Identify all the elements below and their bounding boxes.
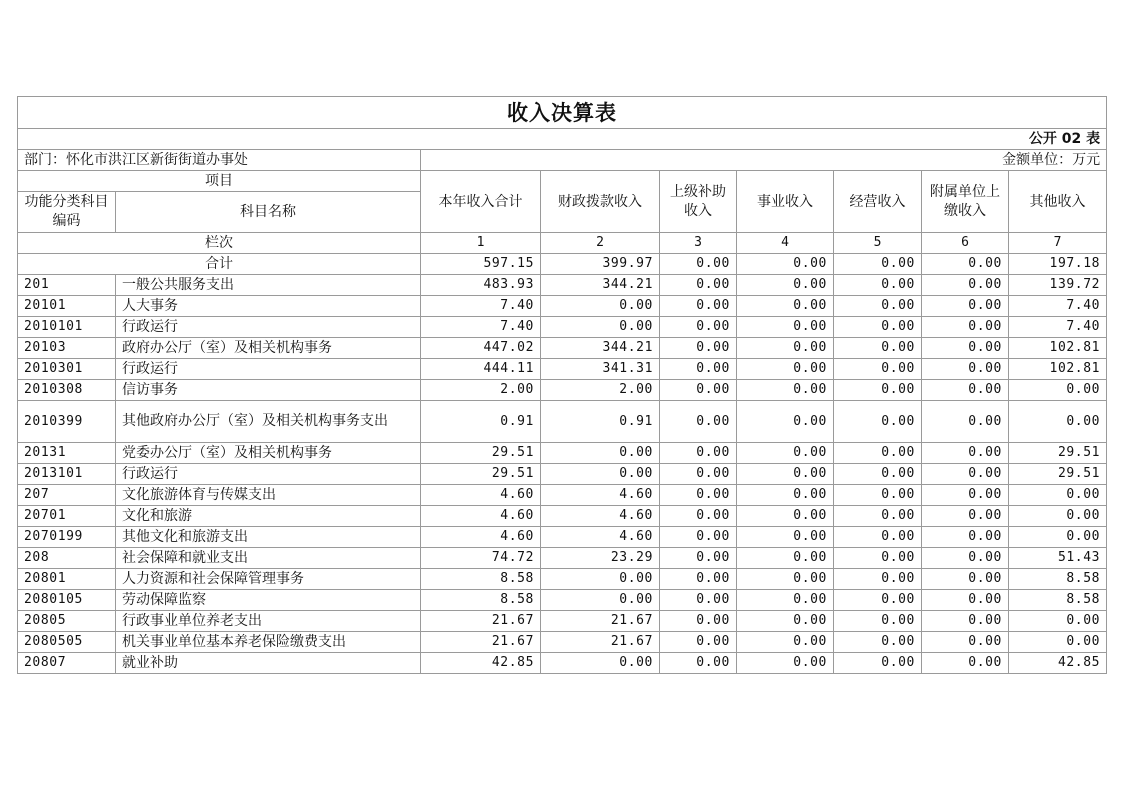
row-value: 7.40	[1009, 296, 1107, 317]
total-value: 0.00	[737, 254, 834, 275]
table-row	[18, 338, 1107, 359]
row-value: 139.72	[1009, 275, 1107, 296]
row-value: 74.72	[421, 548, 541, 569]
row-value: 4.60	[541, 485, 660, 506]
table-row	[18, 527, 1107, 548]
table-row	[18, 464, 1107, 485]
row-value: 21.67	[421, 632, 541, 653]
row-value: 0.00	[737, 401, 834, 443]
column-number: 3	[660, 233, 737, 254]
row-code: 20701	[18, 506, 116, 527]
total-value: 0.00	[922, 254, 1009, 275]
row-code: 2010399	[18, 401, 116, 443]
row-name: 其他文化和旅游支出	[116, 527, 421, 548]
row-value: 0.00	[660, 275, 737, 296]
row-name: 行政运行	[116, 464, 421, 485]
column-number-row	[18, 233, 1107, 254]
row-value: 0.00	[660, 338, 737, 359]
row-code: 2080105	[18, 590, 116, 611]
row-value: 0.00	[660, 485, 737, 506]
row-value: 0.00	[737, 527, 834, 548]
row-value: 0.00	[660, 527, 737, 548]
row-value: 0.00	[922, 548, 1009, 569]
table-row	[18, 275, 1107, 296]
total-row	[18, 254, 1107, 275]
table-row	[18, 569, 1107, 590]
row-value: 0.00	[541, 590, 660, 611]
row-value: 0.00	[660, 590, 737, 611]
row-value: 0.00	[1009, 611, 1107, 632]
row-value: 0.00	[834, 464, 922, 485]
row-value: 0.00	[922, 590, 1009, 611]
row-value: 4.60	[541, 506, 660, 527]
row-code: 208	[18, 548, 116, 569]
row-value: 0.00	[834, 380, 922, 401]
row-value: 0.00	[922, 569, 1009, 590]
row-value: 0.00	[660, 611, 737, 632]
row-value: 0.91	[421, 401, 541, 443]
row-value: 0.00	[737, 359, 834, 380]
row-value: 0.00	[922, 296, 1009, 317]
row-value: 0.00	[737, 317, 834, 338]
row-value: 0.00	[541, 569, 660, 590]
row-value: 2.00	[421, 380, 541, 401]
row-name: 行政事业单位养老支出	[116, 611, 421, 632]
total-value: 0.00	[834, 254, 922, 275]
row-code: 201	[18, 275, 116, 296]
total-label: 合计	[18, 254, 421, 275]
row-code: 20131	[18, 443, 116, 464]
row-value: 0.00	[660, 464, 737, 485]
row-code: 20103	[18, 338, 116, 359]
row-name: 党委办公厅（室）及相关机构事务	[116, 443, 421, 464]
row-value: 0.00	[660, 296, 737, 317]
table-row	[18, 443, 1107, 464]
row-value: 0.00	[922, 485, 1009, 506]
row-value: 4.60	[421, 506, 541, 527]
header-item: 项目	[18, 171, 421, 192]
table-row	[18, 611, 1107, 632]
table-row	[18, 632, 1107, 653]
row-code: 207	[18, 485, 116, 506]
row-value: 483.93	[421, 275, 541, 296]
row-value: 8.58	[421, 590, 541, 611]
row-value: 0.00	[660, 317, 737, 338]
row-value: 0.00	[834, 296, 922, 317]
column-number: 1	[421, 233, 541, 254]
row-name: 人大事务	[116, 296, 421, 317]
table-row	[18, 506, 1107, 527]
row-value: 0.00	[737, 296, 834, 317]
row-value: 447.02	[421, 338, 541, 359]
row-value: 0.00	[1009, 632, 1107, 653]
row-value: 0.00	[660, 401, 737, 443]
row-value: 0.00	[737, 338, 834, 359]
header-fiscal: 财政拨款收入	[541, 171, 660, 233]
header-affiliated: 附属单位上缴收入	[922, 171, 1009, 233]
row-value: 0.00	[541, 317, 660, 338]
row-value: 0.00	[737, 380, 834, 401]
row-value: 23.29	[541, 548, 660, 569]
row-code: 20101	[18, 296, 116, 317]
row-value: 0.00	[1009, 380, 1107, 401]
row-value: 0.00	[1009, 527, 1107, 548]
row-value: 8.58	[1009, 569, 1107, 590]
column-number: 4	[737, 233, 834, 254]
row-name: 其他政府办公厅（室）及相关机构事务支出	[116, 401, 421, 443]
row-name: 社会保障和就业支出	[116, 548, 421, 569]
row-value: 29.51	[1009, 443, 1107, 464]
row-name: 行政运行	[116, 317, 421, 338]
table-row	[18, 380, 1107, 401]
row-value: 0.91	[541, 401, 660, 443]
header-total: 本年收入合计	[421, 171, 541, 233]
column-number: 5	[834, 233, 922, 254]
row-code: 2070199	[18, 527, 116, 548]
row-value: 0.00	[541, 464, 660, 485]
row-value: 344.21	[541, 338, 660, 359]
table-row	[18, 317, 1107, 338]
row-value: 21.67	[541, 611, 660, 632]
row-code: 2010308	[18, 380, 116, 401]
row-name: 劳动保障监察	[116, 590, 421, 611]
row-value: 0.00	[737, 548, 834, 569]
row-value: 0.00	[660, 443, 737, 464]
header-operating: 经营收入	[834, 171, 922, 233]
row-value: 42.85	[421, 653, 541, 674]
row-name: 人力资源和社会保障管理事务	[116, 569, 421, 590]
row-code: 2010101	[18, 317, 116, 338]
row-value: 42.85	[1009, 653, 1107, 674]
header-code: 功能分类科目编码	[18, 192, 116, 233]
row-code: 2013101	[18, 464, 116, 485]
row-value: 0.00	[834, 485, 922, 506]
row-code: 2010301	[18, 359, 116, 380]
row-value: 0.00	[541, 653, 660, 674]
row-value: 0.00	[737, 464, 834, 485]
row-code: 2080505	[18, 632, 116, 653]
row-value: 21.67	[541, 632, 660, 653]
row-value: 0.00	[834, 506, 922, 527]
row-value: 0.00	[660, 569, 737, 590]
row-value: 4.60	[421, 485, 541, 506]
department-label: 部门：怀化市洪江区新街街道办事处	[18, 150, 421, 171]
row-value: 4.60	[541, 527, 660, 548]
row-name: 信访事务	[116, 380, 421, 401]
row-name: 就业补助	[116, 653, 421, 674]
row-value: 0.00	[922, 611, 1009, 632]
row-value: 0.00	[541, 296, 660, 317]
row-value: 0.00	[922, 401, 1009, 443]
row-name: 政府办公厅（室）及相关机构事务	[116, 338, 421, 359]
row-value: 0.00	[922, 317, 1009, 338]
page-title: 收入决算表	[18, 97, 1107, 129]
row-value: 0.00	[922, 380, 1009, 401]
row-value: 4.60	[421, 527, 541, 548]
table-row	[18, 548, 1107, 569]
row-value: 0.00	[737, 485, 834, 506]
row-value: 0.00	[737, 443, 834, 464]
row-value: 0.00	[1009, 401, 1107, 443]
table-row	[18, 401, 1107, 443]
row-value: 0.00	[922, 464, 1009, 485]
row-value: 2.00	[541, 380, 660, 401]
row-code: 20805	[18, 611, 116, 632]
row-value: 0.00	[834, 569, 922, 590]
row-value: 0.00	[922, 653, 1009, 674]
table-row	[18, 653, 1107, 674]
row-value: 0.00	[834, 527, 922, 548]
row-value: 344.21	[541, 275, 660, 296]
row-value: 29.51	[421, 464, 541, 485]
row-value: 0.00	[834, 401, 922, 443]
row-value: 0.00	[834, 632, 922, 653]
row-value: 0.00	[834, 317, 922, 338]
row-value: 102.81	[1009, 338, 1107, 359]
row-value: 341.31	[541, 359, 660, 380]
row-value: 8.58	[1009, 590, 1107, 611]
row-value: 0.00	[834, 338, 922, 359]
row-value: 29.51	[1009, 464, 1107, 485]
header-other: 其他收入	[1009, 171, 1107, 233]
table-row	[18, 359, 1107, 380]
total-value: 197.18	[1009, 254, 1107, 275]
row-name: 文化和旅游	[116, 506, 421, 527]
row-value: 0.00	[922, 359, 1009, 380]
row-value: 0.00	[737, 611, 834, 632]
header-upper: 上级补助收入	[660, 171, 737, 233]
row-value: 0.00	[660, 506, 737, 527]
row-code: 20801	[18, 569, 116, 590]
report-page	[17, 96, 1106, 674]
row-name: 一般公共服务支出	[116, 275, 421, 296]
row-value: 8.58	[421, 569, 541, 590]
header-business: 事业收入	[737, 171, 834, 233]
row-value: 0.00	[737, 632, 834, 653]
row-value: 0.00	[660, 632, 737, 653]
row-value: 0.00	[922, 527, 1009, 548]
row-value: 0.00	[1009, 506, 1107, 527]
row-value: 0.00	[922, 443, 1009, 464]
header-name: 科目名称	[116, 192, 421, 233]
column-number: 7	[1009, 233, 1107, 254]
column-number: 2	[541, 233, 660, 254]
row-value: 0.00	[541, 443, 660, 464]
row-value: 0.00	[922, 506, 1009, 527]
total-value: 399.97	[541, 254, 660, 275]
row-value: 0.00	[834, 590, 922, 611]
row-value: 0.00	[922, 275, 1009, 296]
column-number: 6	[922, 233, 1009, 254]
row-value: 0.00	[660, 653, 737, 674]
table-row	[18, 590, 1107, 611]
row-value: 21.67	[421, 611, 541, 632]
row-value: 0.00	[737, 275, 834, 296]
row-value: 0.00	[660, 359, 737, 380]
row-value: 7.40	[421, 296, 541, 317]
income-table	[17, 96, 1107, 674]
row-value: 0.00	[737, 506, 834, 527]
row-value: 0.00	[660, 548, 737, 569]
row-value: 7.40	[1009, 317, 1107, 338]
total-value: 597.15	[421, 254, 541, 275]
row-value: 0.00	[922, 338, 1009, 359]
row-value: 51.43	[1009, 548, 1107, 569]
row-value: 0.00	[737, 653, 834, 674]
row-value: 0.00	[737, 569, 834, 590]
total-value: 0.00	[660, 254, 737, 275]
row-value: 0.00	[834, 653, 922, 674]
row-value: 0.00	[922, 632, 1009, 653]
form-number: 公开 02 表	[18, 129, 1107, 150]
row-value: 0.00	[1009, 485, 1107, 506]
row-value: 29.51	[421, 443, 541, 464]
row-code: 20807	[18, 653, 116, 674]
row-name: 行政运行	[116, 359, 421, 380]
row-value: 0.00	[834, 548, 922, 569]
row-value: 0.00	[737, 590, 834, 611]
row-value: 0.00	[834, 443, 922, 464]
row-value: 0.00	[834, 359, 922, 380]
row-value: 0.00	[660, 380, 737, 401]
row-value: 7.40	[421, 317, 541, 338]
row-name: 文化旅游体育与传媒支出	[116, 485, 421, 506]
row-value: 102.81	[1009, 359, 1107, 380]
row-value: 0.00	[834, 611, 922, 632]
row-name: 机关事业单位基本养老保险缴费支出	[116, 632, 421, 653]
table-row	[18, 296, 1107, 317]
row-value: 0.00	[834, 275, 922, 296]
table-row	[18, 485, 1107, 506]
column-number-label: 栏次	[18, 233, 421, 254]
row-value: 444.11	[421, 359, 541, 380]
unit-label: 金额单位：万元	[421, 150, 1107, 171]
